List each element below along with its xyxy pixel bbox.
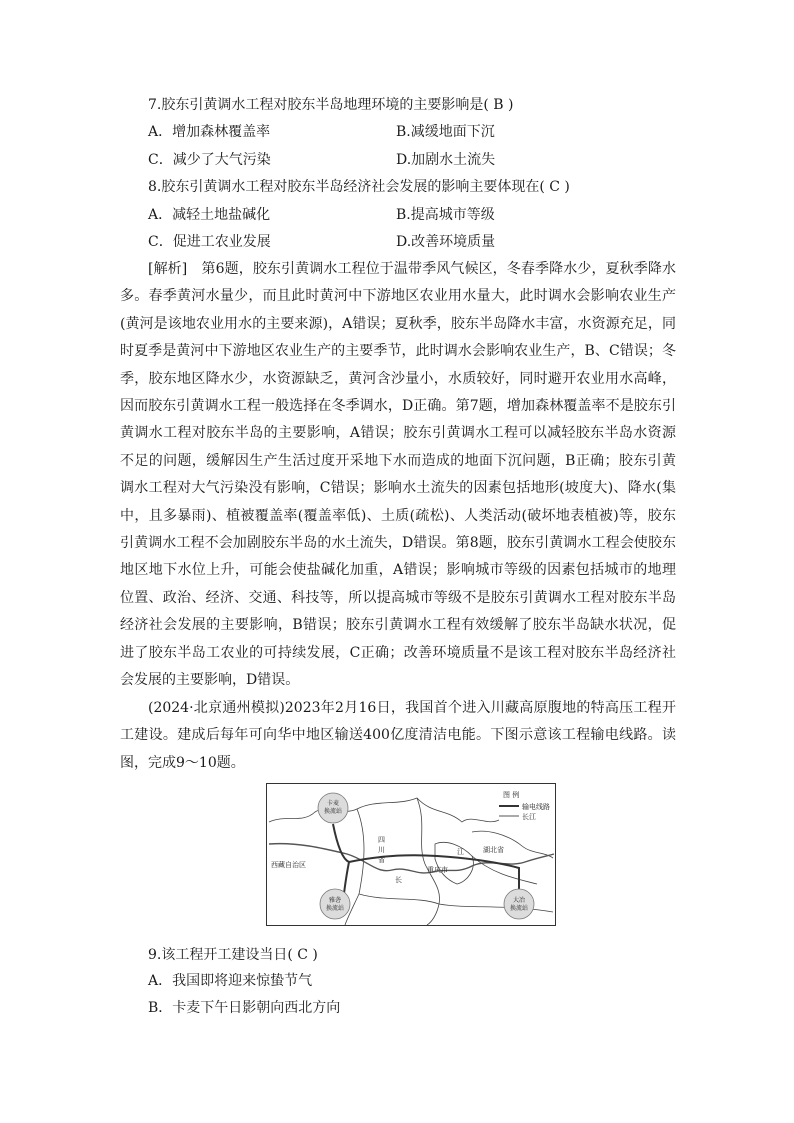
label-tibet: 西藏自治区 bbox=[271, 861, 306, 869]
question-7-option-b: B.减缓地面下沉 bbox=[396, 124, 495, 140]
question-8-stem: 8.胶东引黄调水工程对胶东半岛经济社会发展的影响主要体现在( C ) bbox=[148, 179, 570, 195]
question-9-stem: 9.该工程开工建设当日( C ) bbox=[148, 947, 318, 963]
label-sichuan-3: 省 bbox=[378, 856, 385, 864]
station-bottom-right-type: 换流站 bbox=[509, 905, 529, 912]
map-svg bbox=[267, 784, 555, 925]
station-bottom-right bbox=[504, 889, 534, 919]
station-top-left bbox=[318, 793, 348, 823]
question-8-option-d: D.改善环境质量 bbox=[396, 234, 496, 250]
question-7-option-a: A．增加森林覆盖率 bbox=[148, 124, 271, 140]
map-legend bbox=[499, 790, 550, 821]
station-bottom-left-name: 雅砻 bbox=[328, 897, 342, 904]
label-river-chang: 长 bbox=[395, 876, 402, 884]
label-sichuan-1: 四 bbox=[378, 836, 385, 844]
question-7-stem: 7.胶东引黄调水工程对胶东半岛地理环境的主要影响是( B ) bbox=[148, 97, 514, 113]
yangtze-river bbox=[269, 844, 554, 873]
question-9-option-a: A．我国即将迎来惊蛰节气 bbox=[148, 973, 313, 989]
station-top-left-type: 换流站 bbox=[323, 808, 343, 815]
question-8-option-c: C．促进工农业发展 bbox=[148, 234, 271, 250]
station-top-left-name: 卡麦 bbox=[326, 800, 340, 807]
question-7-option-d: D.加剧水土流失 bbox=[396, 152, 496, 168]
legend-title: 图 例 bbox=[503, 791, 520, 799]
boundary-north bbox=[357, 798, 499, 822]
label-river-jiang: 江 bbox=[457, 848, 464, 856]
question-8-option-a: A．减轻土地盐碱化 bbox=[148, 207, 271, 223]
label-hubei: 湖北省 bbox=[483, 846, 504, 854]
question-9-option-b: B．卡麦下午日影朝向西北方向 bbox=[148, 1000, 341, 1016]
analysis-paragraph: [解析] 第6题，胶东引黄调水工程位于温带季风气候区，冬春季降水少，夏秋季降水多。春季黄河水量少，而且此时黄河中下游地区农业用水量大，此时调水会影响农业生产(黄河是该地农业用水的主要来源)，A错误；夏秋季，胶东半岛降水丰富，水资源充足，同时夏季是黄河中下游地区农业生产的主要季节，此时调水会影响农业生产，B、C错误；冬季，胶东地区降水少，水资源缺乏，黄河含沙量小，水质较好，同时避开农业用水高峰，因而胶东引黄调水工程一般选择在冬季调水，D正确。第7题，增加森林覆盖率不是胶东引黄调水工程对胶东半岛的主要影响，A错误；胶东引黄调水工程可以减轻胶东半岛水资源不足的问题，缓解因生产生活过度开采地下水而造成的地面下沉问题，B正确；胶东引黄调水工程对大气污染没有影响，C错误；影响水土流失的因素包括地形(坡度大)、降水(集中，且多暴雨)、植被覆盖率(覆盖率低)、土质(疏松)、人类活动(破坏地表植被)等，胶东引黄调水工程不会加剧胶东半岛的水土流失，D错误。第8题，胶东引黄调水工程会使胶东地区地下水位上升，可能会使盐碱化加重，A错误；影响城市等级的因素包括城市的地理位置、政治、经济、交通、科技等，所以提高城市等级不是胶东引黄调水工程对胶东半岛经济社会发展的主要影响，B错误；胶东引黄调水工程有效缓解了胶东半岛缺水状况，促进了胶东半岛工农业的可持续发展，C正确；改善环境质量不是该工程对胶东半岛经济社会发展的主要影响，D错误。 bbox=[120, 261, 676, 689]
station-bottom-left-type: 换流站 bbox=[325, 905, 345, 912]
boundary-chongqing bbox=[435, 842, 473, 884]
station-bottom-left bbox=[320, 889, 350, 919]
legend-line-label: 输电线路 bbox=[522, 803, 550, 811]
label-chongqing: 重庆市 bbox=[427, 866, 448, 874]
station-bottom-right-name: 大冶 bbox=[512, 897, 526, 904]
label-sichuan-2: 川 bbox=[378, 846, 385, 854]
transmission-line-map bbox=[266, 783, 556, 926]
legend-river-label: 长江 bbox=[522, 813, 536, 821]
intro-paragraph: (2024·北京通州模拟)2023年2月16日，我国首个进入川藏高原腹地的特高压工程开工建设。建成后每年可向华中地区输送400亿度清洁电能。下图示意该工程输电线路。读图，完成9～10题。 bbox=[120, 700, 676, 771]
question-8-option-b: B.提高城市等级 bbox=[396, 207, 495, 223]
question-7-option-c: C．减少了大气污染 bbox=[148, 152, 271, 168]
